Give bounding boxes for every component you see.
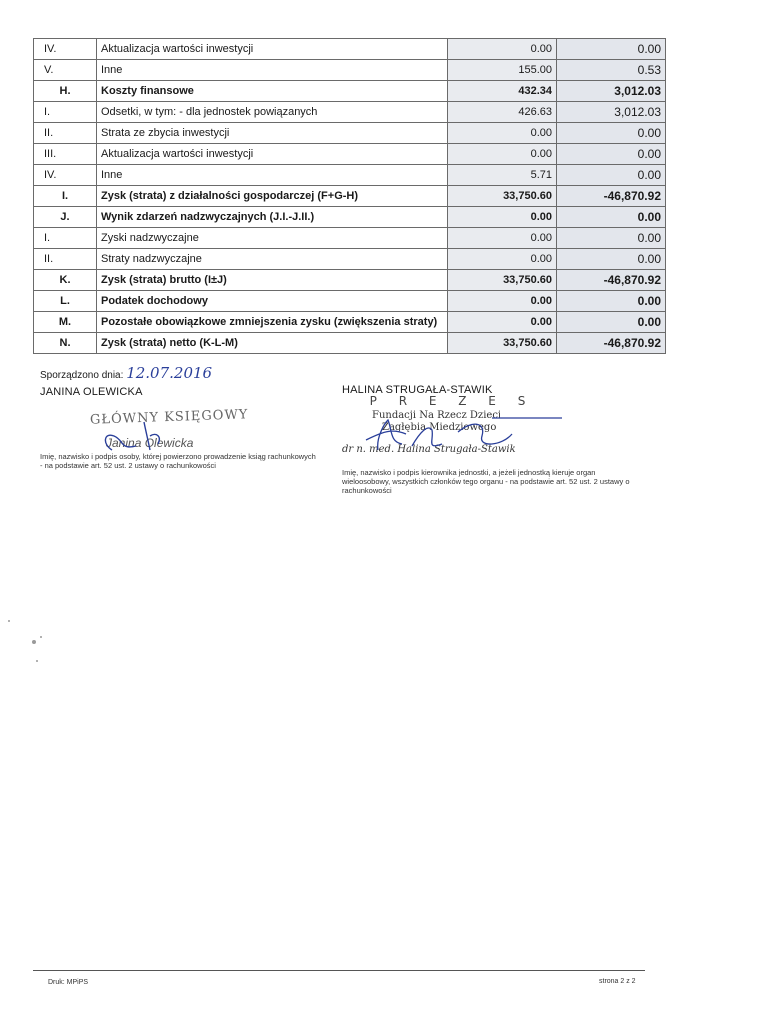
row-code: IV. xyxy=(34,39,97,60)
row-code: I. xyxy=(34,186,97,207)
row-value-current: 0.00 xyxy=(448,312,557,333)
row-value-current: 0.00 xyxy=(448,207,557,228)
row-label: Zysk (strata) brutto (I±J) xyxy=(97,270,448,291)
row-value-current: 0.00 xyxy=(448,123,557,144)
row-code: M. xyxy=(34,312,97,333)
president-signature xyxy=(362,410,582,458)
scan-speck xyxy=(8,620,10,622)
row-value-previous: -46,870.92 xyxy=(557,186,666,207)
prepared-date-line xyxy=(40,364,320,382)
row-label: Podatek dochodowy xyxy=(97,291,448,312)
accountant-block xyxy=(40,364,320,470)
row-value-current: 426.63 xyxy=(448,102,557,123)
president-caption: Imię, nazwisko i podpis kierownika jednostki, a jeżeli jednostką kieruje organ wieloosobowy, wszystkich członków tego organu - na podstawie art. 52 ust. 2 ustawy o rachunkowości xyxy=(342,468,630,495)
row-value-previous: 0.00 xyxy=(557,228,666,249)
row-value-current: 0.00 xyxy=(448,144,557,165)
scan-speck xyxy=(32,640,36,644)
prepared-date: 12.07.2016 xyxy=(126,364,213,382)
row-code: III. xyxy=(34,144,97,165)
accountant-stamp-title: GŁÓWNY KSIĘGOWY xyxy=(89,407,249,428)
president-stamp-name: dr n. med. Halina Strugała-Stawik xyxy=(342,444,516,455)
table-row xyxy=(34,60,666,81)
row-label: Pozostałe obowiązkowe zmniejszenia zysku (zwiększenia straty) xyxy=(97,312,448,333)
scan-speck xyxy=(36,660,38,662)
table-row xyxy=(34,249,666,270)
row-label: Aktualizacja wartości inwestycji xyxy=(97,39,448,60)
footer-page-number: strona 2 z 2 xyxy=(599,978,636,985)
president-stamp xyxy=(342,396,642,462)
row-value-previous: 0.00 xyxy=(557,249,666,270)
president-block xyxy=(342,384,642,495)
row-label: Strata ze zbycia inwestycji xyxy=(97,123,448,144)
prepared-label: Sporządzono dnia: xyxy=(40,370,124,381)
row-code: IV. xyxy=(34,165,97,186)
table-row xyxy=(34,123,666,144)
row-value-previous: 0.00 xyxy=(557,312,666,333)
row-code: I. xyxy=(34,102,97,123)
row-label: Straty nadzwyczajne xyxy=(97,249,448,270)
row-label: Odsetki, w tym: - dla jednostek powiązanych xyxy=(97,102,448,123)
row-label: Koszty finansowe xyxy=(97,81,448,102)
table-row xyxy=(34,186,666,207)
table-row xyxy=(34,228,666,249)
accountant-stamp-name: Janina Olewicka xyxy=(106,436,194,450)
row-value-current: 0.00 xyxy=(448,249,557,270)
table-row xyxy=(34,270,666,291)
table-row xyxy=(34,144,666,165)
row-value-current: 155.00 xyxy=(448,60,557,81)
row-label: Zyski nadzwyczajne xyxy=(97,228,448,249)
row-value-previous: 0.00 xyxy=(557,39,666,60)
row-value-current: 0.00 xyxy=(448,291,557,312)
row-code: II. xyxy=(34,249,97,270)
row-label: Wynik zdarzeń nadzwyczajnych (J.I.-J.II.) xyxy=(97,207,448,228)
row-code: V. xyxy=(34,60,97,81)
table-row xyxy=(34,81,666,102)
row-value-current: 33,750.60 xyxy=(448,186,557,207)
row-value-current: 432.34 xyxy=(448,81,557,102)
accountant-signature xyxy=(100,416,220,454)
row-value-previous: -46,870.92 xyxy=(557,333,666,354)
table-row xyxy=(34,39,666,60)
row-value-current: 5.71 xyxy=(448,165,557,186)
row-value-previous: 0.00 xyxy=(557,291,666,312)
table-row xyxy=(34,312,666,333)
table-row xyxy=(34,165,666,186)
table-row xyxy=(34,102,666,123)
row-code: J. xyxy=(34,207,97,228)
footer-print-label: Druk: MPiPS xyxy=(48,979,89,986)
row-value-previous: 0.00 xyxy=(557,144,666,165)
row-label: Aktualizacja wartości inwestycji xyxy=(97,144,448,165)
row-value-previous: 0.00 xyxy=(557,207,666,228)
row-value-current: 33,750.60 xyxy=(448,333,557,354)
row-value-current: 33,750.60 xyxy=(448,270,557,291)
row-value-previous: 0.00 xyxy=(557,123,666,144)
row-label: Zysk (strata) z działalności gospodarczej (F+G-H) xyxy=(97,186,448,207)
footer-divider xyxy=(33,970,645,971)
row-value-previous: 0.00 xyxy=(557,165,666,186)
financial-table xyxy=(33,38,666,354)
president-stamp-line2: Zagłębia Miedziowego xyxy=(382,422,497,433)
table-row xyxy=(34,291,666,312)
row-value-previous: 3,012.03 xyxy=(557,81,666,102)
accountant-caption: Imię, nazwisko i podpis osoby, której powierzono prowadzenie ksiąg rachunkowych - na podstawie art. 52 ust. 2 ustawy o rachunkowości xyxy=(40,452,316,470)
accountant-name: JANINA OLEWICKA xyxy=(40,386,143,398)
table-row xyxy=(34,207,666,228)
row-value-previous: -46,870.92 xyxy=(557,270,666,291)
row-code: L. xyxy=(34,291,97,312)
president-name: HALINA STRUGAŁA-STAWIK xyxy=(342,384,493,396)
president-stamp-title: P R E Z E S xyxy=(369,394,535,408)
president-stamp-line1: Fundacji Na Rzecz Dzieci xyxy=(372,410,502,421)
row-label: Inne xyxy=(97,60,448,81)
row-value-previous: 3,012.03 xyxy=(557,102,666,123)
row-code: II. xyxy=(34,123,97,144)
row-code: I. xyxy=(34,228,97,249)
row-value-current: 0.00 xyxy=(448,39,557,60)
accountant-stamp xyxy=(40,398,320,452)
row-code: K. xyxy=(34,270,97,291)
row-value-current: 0.00 xyxy=(448,228,557,249)
row-value-previous: 0.53 xyxy=(557,60,666,81)
row-label: Inne xyxy=(97,165,448,186)
row-code: H. xyxy=(34,81,97,102)
table-row xyxy=(34,333,666,354)
row-code: N. xyxy=(34,333,97,354)
table-body xyxy=(34,39,666,354)
row-label: Zysk (strata) netto (K-L-M) xyxy=(97,333,448,354)
scan-speck xyxy=(40,636,42,638)
